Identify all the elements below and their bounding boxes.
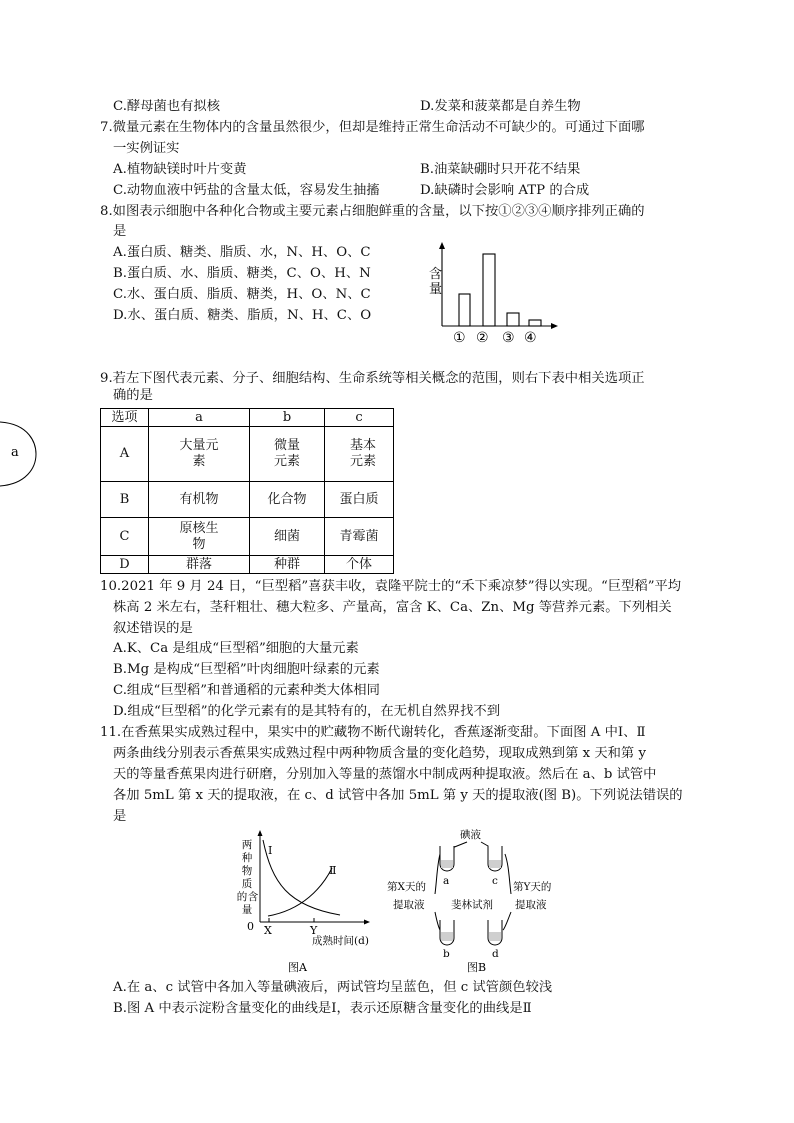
q8-category-label-4: ④ [524,330,537,345]
q8-bar-2 [483,254,495,326]
q10-stem-line1: 10.2021 年 9 月 24 日，“巨型稻”喜获丰收，袁隆平院士的“禾下乘凉梦”得以实现。“巨型稻”平均 [100,579,682,594]
q9-row-c-label: C [101,518,149,556]
q8-option-a: A.蛋白质、糖类、脂质、水，N、H、O、C [113,245,371,260]
q9-row-b-cell-b: 化合物 [267,491,307,507]
q7-option-c: C.动物血液中钙盐的含量太低，容易发生抽搐 [113,183,380,198]
q10-option-a: A.K、Ca 是组成“巨型稻”细胞的大量元素 [113,641,359,656]
q11-figure-a [230,828,380,978]
q8-category-label-1: ① [453,330,466,345]
q8-stem-line2: 是 [113,224,127,239]
q11-figA-curve-2-label: Ⅱ [329,864,337,877]
q9-header-b: b [250,409,325,427]
q9-options-table [100,408,394,574]
q9-header-a: a [149,409,250,427]
q8-chart-ylabel-2: 量 [429,282,443,297]
q9-row-d-label: D [101,556,149,574]
q6-option-d: D.发菜和菠菜都是自养生物 [420,99,581,114]
q9-concept-circle [0,418,40,490]
q9-row-c-cell-a: 原核生物 [179,520,219,552]
q11-figB-right-label-2: 提取液 [515,899,547,911]
q7-option-d: D.缺磷时会影响 ATP 的合成 [420,183,590,198]
q9-row-b-label: B [101,482,149,518]
q11-figA-curve-2 [268,868,332,916]
q11-option-a: A.在 a、c 试管中各加入等量碘液后，两试管均呈蓝色，但 c 试管颜色较浅 [113,980,553,995]
q11-figB-reagent-label: 斐林试剂 [451,899,493,911]
q9-header-option: 选项 [101,409,149,427]
q11-figB-right-label-1: 第Y天的 [513,881,552,893]
q11-figB-iodine-label: 碘液 [460,829,481,841]
q7-stem-line2: 一实例证实 [113,141,180,156]
q9-row-c-cell-b: 细菌 [250,518,325,556]
q9-circle-label: a [11,445,19,460]
q8-chart-ylabel-1: 含 [429,267,443,282]
q9-row-b-cell-a: 有机物 [149,482,250,518]
q11-figA-y-arrow [258,830,263,836]
q11-figA-x-arrow [364,920,370,925]
q11-figB-tube-a [440,846,454,871]
q11-figB-tube-b-label: b [443,948,450,960]
q9-stem-line2: 确的是 [113,388,153,403]
q11-stem-line2: 两条曲线分别表示香蕉果实成熟过程中两种物质含量的变化趋势，现取成熟到第 x 天和第 y [113,746,646,761]
q11-figB-tube-a-label: a [443,875,450,887]
q11-figA-origin: 0 [247,920,254,933]
q9-row-d-cell-a: 群落 [149,556,250,574]
q11-figA-ylabel-4: 质 [241,878,253,890]
q11-figA-caption: 图A [288,961,307,974]
q9-row-a-cell-b: 微量元素 [273,438,300,469]
q7-option-b: B.油菜缺硼时只开花不结果 [420,162,581,177]
q11-figB-left-arrow-up [435,854,440,894]
q9-row-a-label: A [101,427,149,482]
q8-category-label-3: ③ [502,330,515,345]
q11-figB-tube-b [440,920,454,945]
q11-figB-left-arrow-down [435,912,440,930]
q11-stem-line3: 天的等量香蕉果肉进行研磨，分别加入等量的蒸馏水中制成两种提取液。然后在 a、b 试管中 [113,767,657,782]
q11-figB-right-arrow-down [503,912,511,930]
q7-stem-line1: 7.微量元素在生物体内的含量虽然很少，但却是维持正常生命活动不可缺少的。可通过下面哪 [100,120,645,135]
q7-option-a: A.植物缺镁时叶片变黄 [113,162,247,177]
q8-stem-line1: 8.如图表示细胞中各种化合物或主要元素占细胞鲜重的含量，以下按①②③④顺序排列正确的 [100,204,645,219]
q11-figA-ylabel-3: 物 [241,865,253,877]
q10-option-c: C.组成“巨型稻”和普通稻的元素种类大体相同 [113,683,380,698]
q11-figA-ylabel-7: 量 [241,904,253,916]
q10-option-b: B.Mg 是构成“巨型稻”叶肉细胞叶绿素的元素 [113,662,380,677]
q11-stem-line5: 是 [113,809,127,824]
q9-row-d-cell-c: 个体 [325,556,394,574]
q11-stem-line1: 11.在香蕉果实成熟过程中，果实中的贮藏物不断代谢转化，香蕉逐渐变甜。下面图 A 中Ⅰ、Ⅱ [100,725,646,740]
q10-stem-line2: 株高 2 米左右，茎秆粗壮、穗大粒多、产量高，富含 K、Ca、Zn、Mg 等营养元素。下列相关 [113,600,672,615]
q11-figA-ylabel-1: 两 [241,839,253,851]
q8-bar-1 [459,294,470,326]
q11-figB-tube-d-label: d [492,948,499,960]
q11-figA-ylabel-6: 含 [247,891,259,903]
q11-option-b: B.图 A 中表示淀粉含量变化的曲线是Ⅰ，表示还原糖含量变化的曲线是Ⅱ [113,1001,532,1016]
q11-figA-ylabel-5: 的 [236,891,248,903]
q8-bar-4 [529,320,541,326]
q11-figB-tube-d [488,920,502,945]
q11-figA-ylabel [237,839,259,916]
q8-y-axis-arrow [439,242,445,249]
q8-option-c: C.水、蛋白质、脂质、糖类，H、O、N、C [113,287,371,302]
q11-figA-ylabel-2: 种 [241,852,253,864]
q11-figA-y-tick-label: Y [310,924,318,937]
q10-option-d: D.组成“巨型稻”的化学元素有的是其特有的，在无机自然界找不到 [113,704,501,719]
q8-x-axis-arrow [551,323,558,329]
q11-figB-left-label-2: 提取液 [393,899,425,911]
q8-option-d: D.水、蛋白质、糖类、脂质，N、H、C、O [113,308,372,323]
q9-stem-line1: 9.若左下图代表元素、分子、细胞结构、生命系统等相关概念的范围，则右下表中相关选项正 [100,371,645,386]
q11-figA-x-tick-label: X [264,924,272,937]
q8-bar-3 [507,313,519,326]
q6-option-c: C.酵母菌也有拟核 [113,99,221,114]
q9-row-a-cell-a: 大量元素 [179,438,219,469]
q10-stem-line3: 叙述错误的是 [113,621,193,636]
q11-figB-right-arrow-up [505,854,511,894]
q9-row-c-cell-c: 青霉菌 [325,518,394,556]
q8-bar-chart [420,240,560,345]
q9-row-b-cell-c: 蛋白质 [339,491,379,507]
q11-figB-left-label-1: 第X天的 [387,881,426,893]
q11-figA-curve-1 [263,840,340,915]
q11-figA-xlabel: 成熟时间(d) [312,935,369,947]
q11-figA-curve-1-label: Ⅰ [268,844,273,857]
q9-header-c: c [325,409,394,427]
q9-row-a-cell-c: 基本元素 [349,438,376,469]
q11-figB-caption: 图B [467,961,487,974]
q11-figure-b [385,826,565,978]
q11-stem-line4: 各加 5mL 第 x 天的提取液，在 c、d 试管中各加 5mL 第 y 天的提取液(图 B)。下列说法错误的 [113,788,683,803]
q11-figB-tube-c-label: c [492,875,498,887]
q8-category-label-2: ② [476,330,489,345]
q11-figB-tube-c [488,846,502,871]
q9-row-d-cell-b: 种群 [250,556,325,574]
q8-option-b: B.蛋白质、水、脂质、糖类，C、O、H、N [113,266,371,281]
